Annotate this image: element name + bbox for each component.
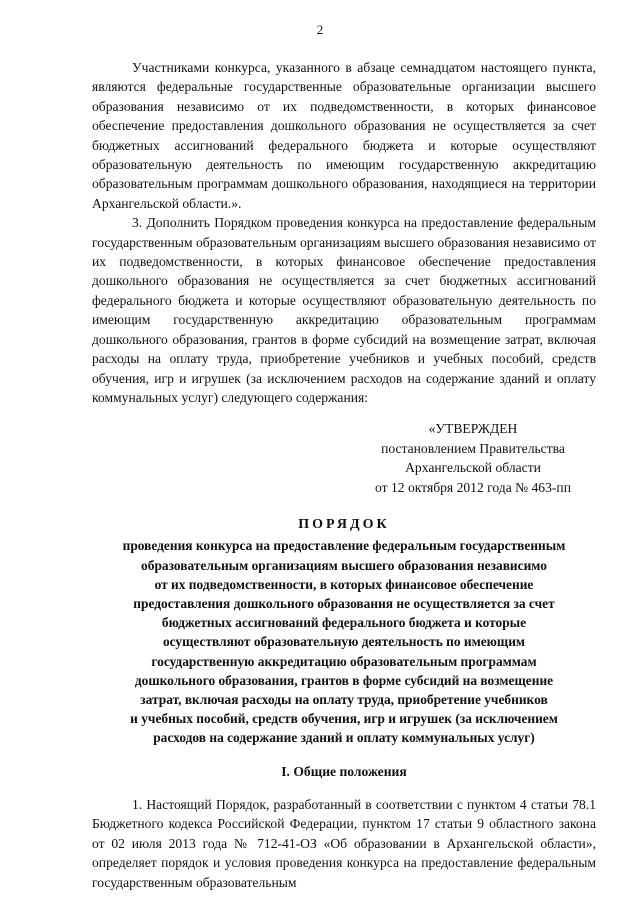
subtitle-line: проведения конкурса на предоставление федеральным государственным [122, 538, 566, 554]
approval-line: постановлением Правительства [381, 440, 565, 456]
document-body [92, 58, 596, 892]
subtitle-line: осуществляют образовательную деятельность по имеющим [162, 634, 526, 650]
subtitle-line: дошкольного образования, грантов в форме субсидий на возмещение [134, 672, 554, 688]
subtitle-line: предоставления дошкольного образования не осуществляется за счет [133, 595, 555, 611]
subtitle-line: затрат, включая расходы на оплату труда, приобретение учебников [140, 691, 548, 707]
paragraph-participants: Участниками конкурса, указанного в абзаце семнадцатом настоящего пункта, являются федеральные государственные образовательные организации высшего образования независимо от их подведомственности, в которых финансовое обеспечение предоставления дошкольного образования не осуществляется за счет бюджетных ассигнований федерального бюджета и которые осуществляют образовательную деятельность по имеющим государственную аккредитацию образовательным программам дошкольного образования, находящиеся на территории Архангельской области.». [92, 60, 596, 211]
document-title: ПОРЯДОК [298, 516, 390, 532]
approval-line: от 12 октября 2012 года № 463-пп [375, 479, 571, 495]
approval-line: «УТВЕРЖДЕН [428, 421, 518, 437]
subtitle-line: и учебных пособий, средств обучения, игр и игрушек (за исключением [130, 711, 558, 727]
paragraph-amendment-3: 3. Дополнить Порядком проведения конкурса на предоставление федеральным государственным образовательным организациям высшего образования независимо от их подведомственности, в которых финансовое обеспечение предоставления дошкольного образования не осуществляется за счет бюджетных ассигнований федерального бюджета и которые осуществляют образовательную деятельность по имеющим государственную аккредитацию образовательным программам дошкольного образования, грантов в форме субсидий на возмещение затрат, включая расходы на оплату труда, приобретение учебников и учебных пособий, средств обучения, игр и игрушек (за исключением расходов на содержание зданий и оплату коммунальных услуг) следующего содержания: [92, 215, 596, 405]
subtitle-line: государственную аккредитацию образовательным программам [151, 653, 537, 669]
page-number: 2 [316, 22, 324, 37]
subtitle-line: образовательным организациям высшего образования независимо [141, 557, 547, 573]
approval-line: Архангельской области [405, 460, 541, 476]
section-heading: I. Общие положения [281, 763, 407, 779]
document-subtitle [92, 536, 596, 747]
subtitle-line: расходов на содержание зданий и оплату коммунальных услуг) [153, 730, 535, 746]
subtitle-line: бюджетных ассигнований федерального бюджета и которые [161, 615, 527, 631]
paragraph-section-1: 1. Настоящий Порядок, разработанный в соответствии с пунктом 4 статьи 78.1 Бюджетного кодекса Российской Федерации, пунктом 17 статьи 9 областного закона от 02 июля 2013 года № 712-41-ОЗ «Об образовании в Архангельской области», определяет порядок и условия проведения конкурса на предоставление федеральным государственным образовательным [92, 796, 596, 890]
subtitle-line: от их подведомственности, в которых финансовое обеспечение [154, 576, 534, 592]
approval-stamp-block [92, 419, 596, 497]
